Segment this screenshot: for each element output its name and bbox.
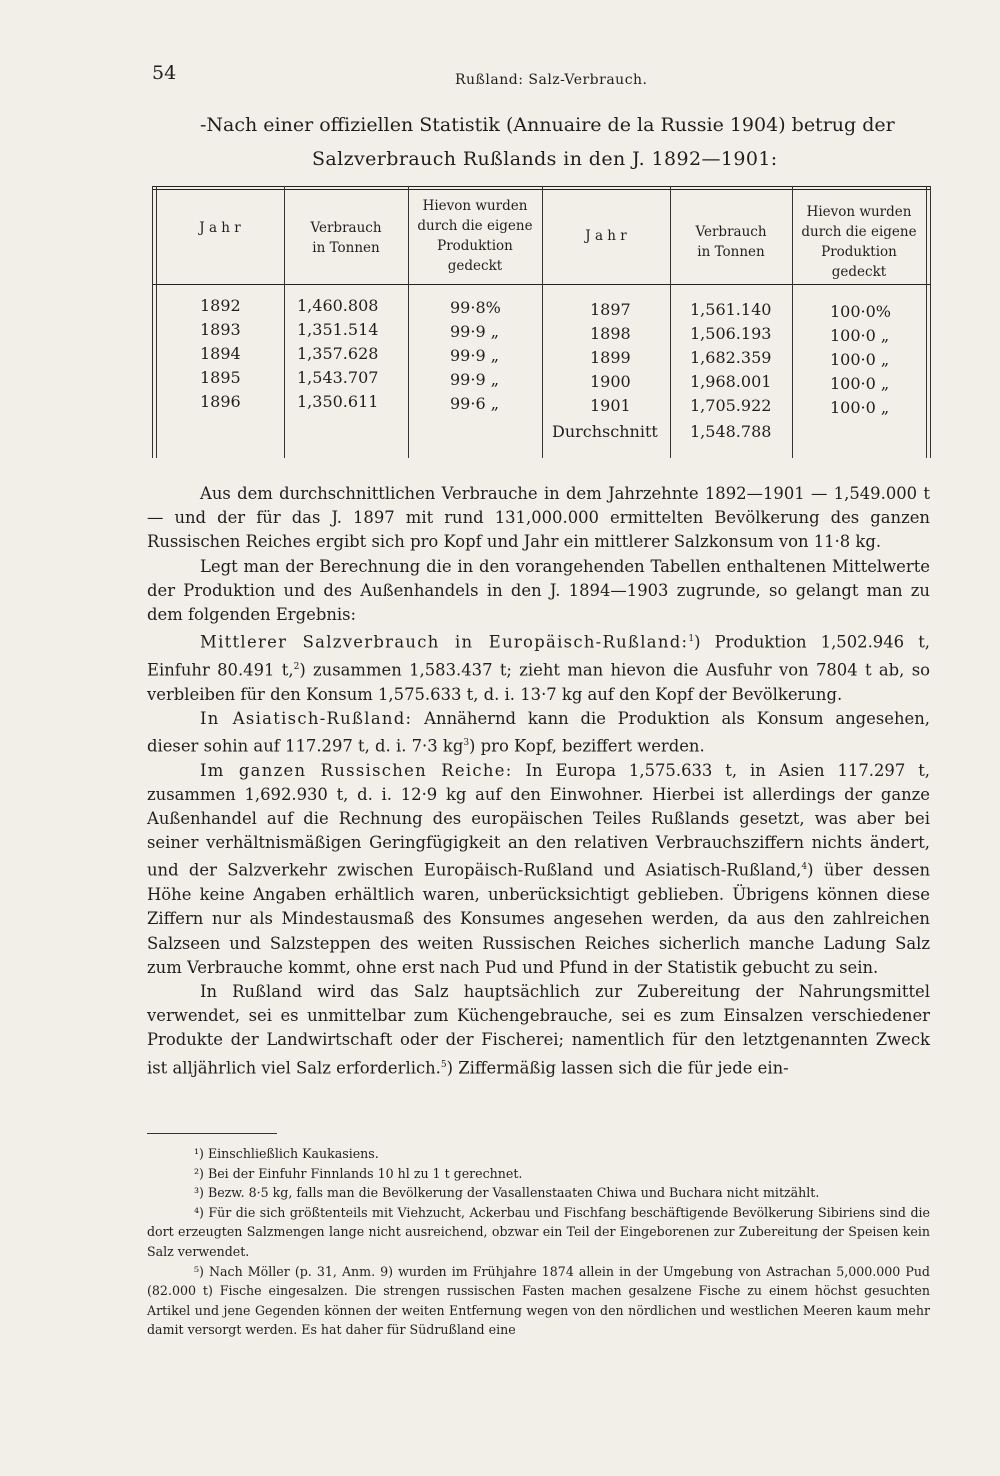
paragraph-lead: Im ganzen Russischen Reiche: <box>200 760 513 780</box>
header-verbrauch <box>670 222 792 262</box>
cell-verbrauch: 1,543.707 <box>297 368 379 387</box>
paragraph: Legt man der Berechnung die in den vorangehenden Tabellen enthaltenen Mittelwerte der Produktion und des Außenhandels in den J. 1894—1903 zugrunde, so gelangt man zu dem folgenden Ergebnis: <box>147 556 930 625</box>
table-border-right <box>926 186 927 458</box>
footnote: ⁴) Für die sich größtenteils mit Viehzucht, Ackerbau und Fischfang beschäftigende Bevölkerung Sibiriens sind die dort erzeugten Salzmengen lange nicht ausreichend, obzwar ein Teil der Eingeborenen zur Zubereitung der Speisen kein Salz verwendet. <box>147 1204 930 1259</box>
paragraph-text: ) pro Kopf, beziffert werden. <box>469 736 705 756</box>
header-verbrauch-line: in Tonnen <box>697 244 765 260</box>
cell-produktion: 99·9 „ <box>450 346 499 365</box>
footnote: ¹) Einschließlich Kaukasiens. <box>194 1146 379 1161</box>
paragraph-text: Annähernd kann die Produktion als Konsum angesehen, dieser sohin auf 117.297 t, d. i. 7·3 kg <box>147 708 930 756</box>
cell-verbrauch: 1,506.193 <box>690 324 772 343</box>
cell-verbrauch: 1,350.611 <box>297 392 379 411</box>
cell-verbrauch: 1,357.628 <box>297 344 379 363</box>
header-verbrauch-line: Verbrauch <box>695 224 767 240</box>
cell-average-value: 1,548.788 <box>690 422 772 441</box>
header-hievon-line: durch die eigene <box>417 218 533 234</box>
cell-verbrauch: 1,682.359 <box>690 348 772 367</box>
cell-jahr: 1900 <box>590 372 631 391</box>
table-border-left <box>152 186 153 458</box>
cell-produktion: 100·0% <box>830 302 892 321</box>
header-hievon <box>792 202 926 282</box>
cell-verbrauch: 1,968.001 <box>690 372 772 391</box>
header-hievon-line: gedeckt <box>831 264 887 280</box>
table-header-rule <box>152 284 930 285</box>
paragraph <box>147 759 930 980</box>
header-jahr: J a h r <box>199 220 241 236</box>
footnote-ref: 2 <box>293 661 300 672</box>
paragraph-text: ) über dessen Höhe keine Angaben erhältlich waren, unberücksichtigt geblieben. Übrigens können diese Ziffern nur als Mindestausmaß des Konsumes angesehen werden, da aus den zahlreichen Salzseen und Salzsteppen des weiten Russischen Reiches sicherlich manche Ladung Salz zum Verbrauche kommt, ohne erst nach Pud und Pfund in der Statistik gebucht zu sein. <box>147 860 930 977</box>
paragraph: Aus dem durchschnittlichen Verbrauche in dem Jahrzehnte 1892—1901 — 1,549.000 t — und der für das J. 1897 mit rund 131,000.000 ermittelten Bevölkerung des ganzen Russischen Reiches ergibt sich pro Kopf und Jahr ein mittlerer Salzkonsum von 11·8 kg. <box>147 484 930 552</box>
paragraph-text: In Rußland wird das Salz hauptsächlich zur Zubereitung der Nahrungsmittel verwendet, sei es unmittelbar zum Küchengebrauche, sei es zum Einsalzen verschiedener Produkte der Landwirtschaft oder der Fischerei; namentlich für den letztgenannten Zweck ist alljährlich viel Salz erforderlich. <box>147 981 930 1078</box>
footnote: ³) Bezw. 8·5 kg, falls man die Bevölkerung der Vasallenstaaten Chiwa und Buchara nicht mitzählt. <box>194 1185 820 1201</box>
cell-jahr: 1896 <box>200 392 241 411</box>
cell-jahr: 1899 <box>590 348 631 367</box>
running-title: Rußland: Salz-Verbrauch. <box>455 72 648 88</box>
footnote: ²) Bei der Einfuhr Finnlands 10 hl zu 1 t gerechnet. <box>194 1165 523 1181</box>
cell-produktion: 99·6 „ <box>450 394 499 413</box>
paragraph-lead: In Asiatisch-Rußland: <box>200 708 413 728</box>
cell-produktion: 99·8% <box>450 298 501 317</box>
footnote: ⁵) Nach Möller (p. 31, Anm. 9) wurden im Frühjahre 1874 allein in der Umgebung von Astrachan 5,000.000 Pud (82.000 t) Fische eingesalzen. Die strengen russischen Fasten machen gesalzene Fische zu einem höchst gesuchten Artikel und jene Gegenden können der weiten Entfernung wegen von den nördlichen und westlichen Meeren kaum mehr damit versorgt werden. Es hat daher für Südrußland eine <box>147 1263 930 1338</box>
header-hievon-line: Produktion <box>821 244 897 260</box>
cell-produktion: 100·0 „ <box>830 374 890 393</box>
paragraph-text: ) zusammen 1,583.437 t; zieht man hievon die Ausfuhr von 7804 t ab, so verbleiben für den Konsum 1,575.633 t, d. i. 13·7 kg auf den Kopf der Bevölkerung. <box>147 660 930 704</box>
cell-verbrauch: 1,705.922 <box>690 396 772 415</box>
header-hievon-line: Hievon wurden <box>422 198 528 214</box>
cell-produktion: 99·9 „ <box>450 322 499 341</box>
paragraph-text: ) Ziffermäßig lassen sich die für jede ein- <box>446 1058 789 1078</box>
header-verbrauch-line: Verbrauch <box>310 220 382 236</box>
cell-verbrauch: 1,460.808 <box>297 296 379 315</box>
cell-produktion: 100·0 „ <box>830 398 890 417</box>
header-hievon-line: Hievon wurden <box>806 204 912 220</box>
footnote-ref: 3 <box>463 737 470 748</box>
header-jahr: J a h r <box>585 228 627 244</box>
cell-produktion: 99·9 „ <box>450 370 499 389</box>
paragraph <box>147 707 930 759</box>
paragraph-text: In Europa 1,575.633 t, in Asien 117.297 t, zusammen 1,692.930 t, d. i. 12·9 kg auf den Einwohner. Hierbei ist allerdings der ganze Außenhandel auf die Rechnung des europäischen Teiles Rußlands gesetzt, was aber bei seiner verhältnismäßigen Geringfügigkeit an den relativen Verbrauchsziffern nichts ändert, und der Salzverkehr zwischen Europäisch-Rußland und Asiatisch-Rußland, <box>147 760 930 880</box>
footnote-divider <box>147 1133 277 1134</box>
footnote-ref: 4 <box>801 862 808 873</box>
footnote-ref: 1 <box>688 634 695 645</box>
cell-produktion: 100·0 „ <box>830 326 890 345</box>
paragraph <box>147 980 930 1080</box>
salt-consumption-table <box>152 186 930 458</box>
cell-jahr: 1893 <box>200 320 241 339</box>
cell-jahr: 1901 <box>590 396 631 415</box>
cell-jahr: 1894 <box>200 344 241 363</box>
header-hievon <box>408 196 542 276</box>
cell-jahr: 1897 <box>590 300 631 319</box>
cell-jahr: 1892 <box>200 296 241 315</box>
paragraph-lead: Mittlerer Salzverbrauch in Europäisch-Rußland: <box>200 632 689 652</box>
cell-jahr: 1895 <box>200 368 241 387</box>
cell-jahr: 1898 <box>590 324 631 343</box>
cell-produktion: 100·0 „ <box>830 350 890 369</box>
table-top-rule-inner <box>152 189 930 190</box>
header-verbrauch <box>284 218 408 258</box>
header-hievon-line: gedeckt <box>447 258 503 274</box>
paragraph-text: ) Produktion 1,502.946 t, Einfuhr 80.491 t, <box>147 632 930 680</box>
cell-verbrauch: 1,351.514 <box>297 320 379 339</box>
header-hievon-line: durch die eigene <box>801 224 917 240</box>
intro-line-2: Salzverbrauch Rußlands in den J. 1892—1901: <box>312 148 778 170</box>
footnote-ref: 5 <box>440 1059 447 1070</box>
body-text <box>147 482 930 1080</box>
cell-verbrauch: 1,561.140 <box>690 300 772 319</box>
footnotes <box>147 1144 930 1340</box>
page-number: 54 <box>152 62 177 84</box>
cell-average-label: Durchschnitt <box>552 422 658 441</box>
table-top-rule <box>152 186 930 187</box>
intro-line-1: -Nach einer offiziellen Statistik (Annuaire de la Russie 1904) betrug der <box>200 114 895 136</box>
paragraph <box>147 627 930 707</box>
table-border-right-inner <box>930 186 931 458</box>
header-hievon-line: Produktion <box>437 238 513 254</box>
header-verbrauch-line: in Tonnen <box>312 240 380 256</box>
